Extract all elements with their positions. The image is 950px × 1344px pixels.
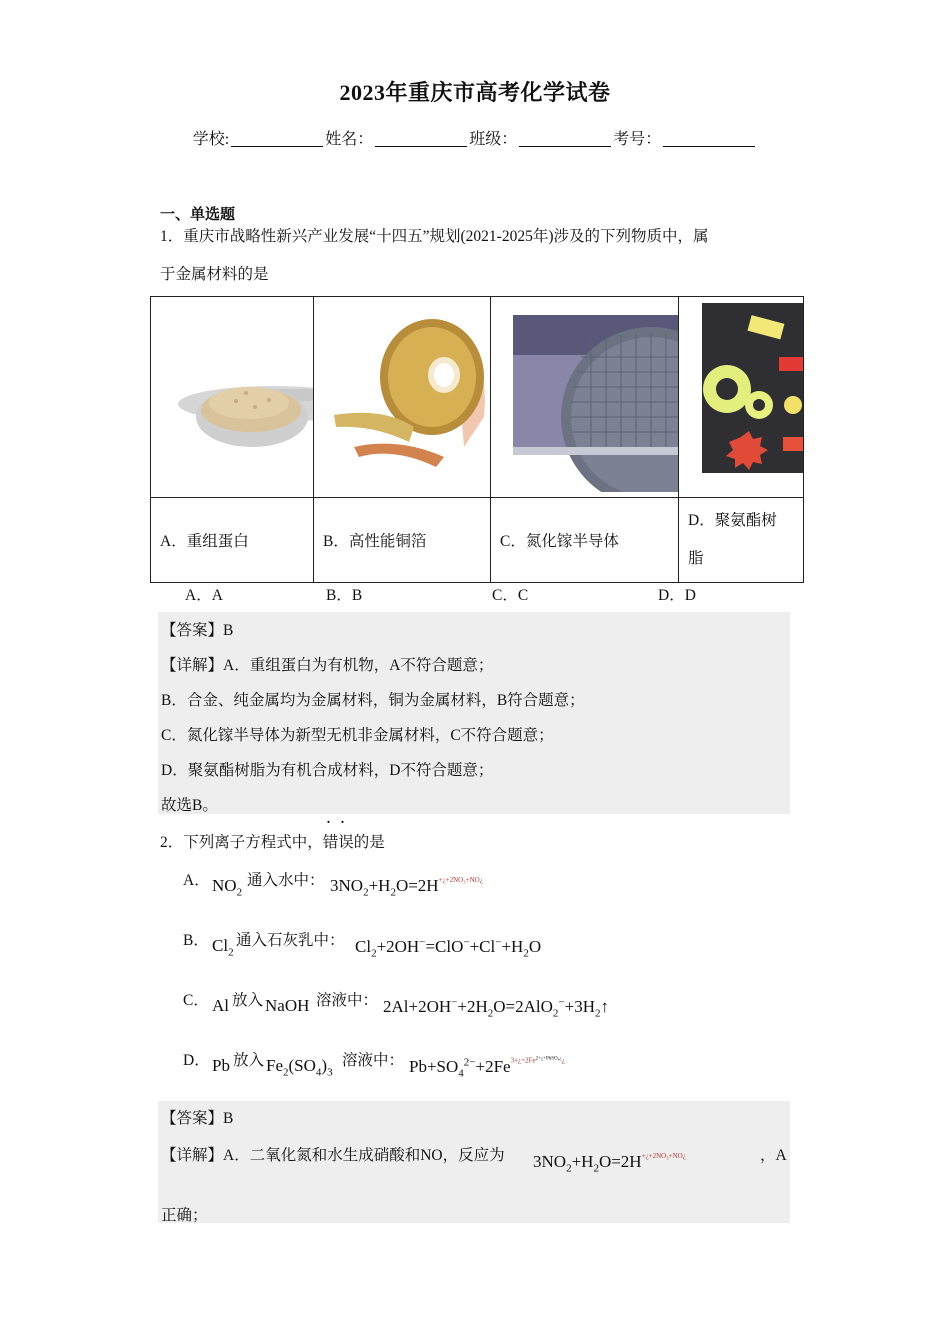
q2-option-a-equation: $3NO_2+H_2O=2H^{+¿+2NO_3+NO¿}$: [330, 876, 483, 899]
q1-explain-4: D．聚氨酯树脂为有机合成材料，D不符合题意；: [161, 762, 494, 779]
q2-option-c-text2: 溶液中：: [316, 992, 379, 1009]
q2-option-d-formula-fe: $Fe_2(SO_4)_3$: [266, 1056, 333, 1079]
student-info-line: [0, 126, 950, 149]
class-blank: [519, 130, 611, 147]
q1-explain-3: C．氮化镓半导体为新型无机非金属材料，C不符合题意；: [161, 727, 554, 744]
q2-option-a: A．: [183, 872, 210, 889]
q1-choice-d: D．D: [658, 587, 696, 604]
q2-option-b: B．: [183, 932, 209, 949]
q1-stem: [160, 218, 790, 294]
q1-explain-5: 故选B。: [161, 797, 218, 814]
q1-answer: 【答案】B: [161, 622, 234, 639]
name-label: 姓名：: [325, 131, 374, 148]
school-blank: [231, 130, 323, 147]
q2-option-b-equation: $Cl_2+2OH^-=ClO^-+Cl^-+H_2O$: [355, 936, 542, 960]
q1-cell-image-b: [314, 297, 491, 498]
q1-choice-c: C．C: [492, 587, 529, 604]
q1-choice-a: A．A: [185, 587, 223, 604]
q2-explain-prefix: 【详解】A．二氧化氮和水生成硝酸和NO，反应为: [161, 1147, 505, 1164]
q2-explain-line2: 正确；: [161, 1207, 208, 1224]
q1-answer-box: [158, 612, 790, 814]
section-heading: 一、单选题: [160, 207, 236, 223]
q1-option-d-line1: D．聚氨酯树: [688, 512, 777, 529]
q2-option-d-text1: 放入: [233, 1052, 265, 1069]
q2-option-c-text1: 放入: [232, 992, 264, 1009]
number-blank: [663, 130, 755, 147]
q1-option-d: [679, 498, 804, 583]
q2-option-c-formula-al: Al: [212, 996, 229, 1015]
q1-option-b: B．高性能铜箔: [314, 498, 491, 583]
q2-answer: 【答案】B: [161, 1110, 234, 1127]
school-label: 学校:: [192, 131, 230, 148]
q2-explain-equation: $3NO_2+H_2O=2H^{+¿+2NO_3+NO¿}$: [533, 1152, 686, 1175]
name-blank: [375, 130, 467, 147]
q2-option-d-equation: $Pb+SO_4^{2-}+2Fe^{3+¿=2Fe2+¿+PbSO_4¿¿}$: [409, 1056, 565, 1080]
copper-foil-image: [314, 297, 490, 492]
protein-powder-image: [151, 297, 313, 492]
q2-option-a-text: 通入水中：: [247, 872, 325, 889]
q1-stem-line1: 1．重庆市战略性新兴产业发展“十四五”规划(2021-2025年)涉及的下列物质中，属: [160, 228, 709, 245]
q2-option-b-formula: $Cl_2$: [212, 936, 234, 959]
q1-option-a: A．重组蛋白: [151, 498, 314, 583]
q2-option-b-text: 通入石灰乳中：: [236, 932, 345, 949]
q1-explain-2: B．合金、纯金属均为金属材料，铜为金属材料，B符合题意；: [161, 692, 585, 709]
q1-stem-line2: 于金属材料的是: [160, 266, 269, 283]
q1-option-d-line2: 脂: [688, 550, 704, 567]
q2-option-d: D．: [183, 1052, 210, 1069]
class-label: 班级：: [469, 131, 518, 148]
q1-cell-image-d: [679, 297, 804, 498]
q2-option-d-formula-pb: Pb: [212, 1056, 230, 1075]
q1-option-c: C．氮化镓半导体: [491, 498, 679, 583]
polyurethane-parts-image: [679, 297, 803, 492]
q1-options-table: [150, 296, 804, 583]
page-title: 2023年重庆市高考化学试卷: [339, 80, 611, 105]
number-label: 考号：: [613, 131, 662, 148]
q1-choice-b: B．B: [326, 587, 363, 604]
q2-stem-emphasis: . . 错误: [322, 812, 354, 851]
q2-stem: [160, 812, 385, 852]
q2-option-a-formula: $NO_2$: [212, 876, 243, 899]
q2-option-c: C．: [183, 992, 209, 1009]
q1-cell-image-a: [151, 297, 314, 498]
q2-option-c-equation: $2Al+2OH^-+2H_2O=2AlO_2^-+3H_2↑$: [383, 996, 609, 1020]
q2-stem-before: 2．下列离子方程式中，: [160, 834, 323, 851]
q2-stem-after: 的是: [353, 834, 385, 851]
q1-explain-1: 【详解】A．重组蛋白为有机物，A不符合题意；: [161, 657, 494, 674]
q2-option-c-formula-naoh: NaOH: [265, 996, 310, 1015]
q2-option-d-text2: 溶液中：: [342, 1052, 405, 1069]
q1-cell-image-c: [491, 297, 679, 498]
gan-wafer-image: [491, 297, 678, 492]
q2-explain-suffix: ，A: [760, 1147, 787, 1164]
